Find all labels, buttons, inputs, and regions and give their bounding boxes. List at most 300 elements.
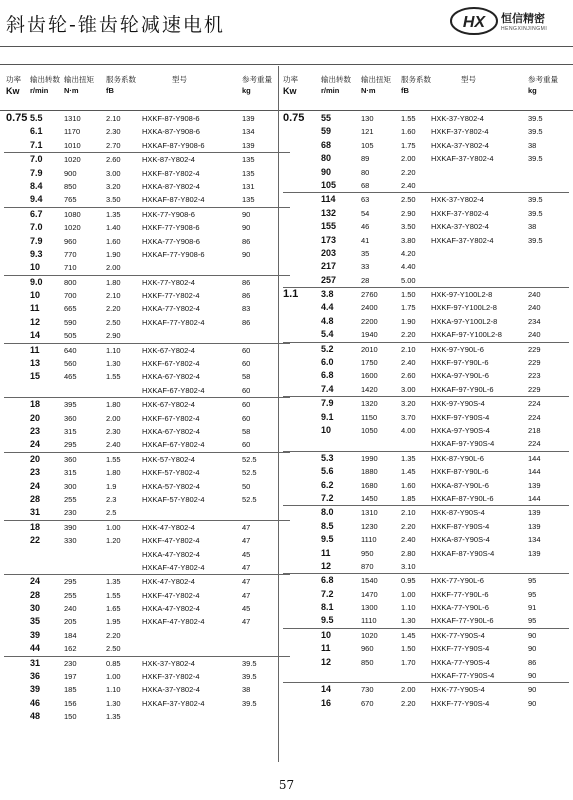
cell-torque: 850 bbox=[64, 181, 77, 191]
cell-speed: 7.2 bbox=[321, 588, 334, 599]
cell-model: HXK-77-Y90S-4 bbox=[431, 685, 485, 695]
cell-model: HXKF-47-Y802-4 bbox=[142, 536, 200, 546]
cell-fb: 1.90 bbox=[106, 249, 121, 259]
cell-speed: 23 bbox=[30, 467, 41, 478]
cell-torque: 1540 bbox=[361, 576, 378, 586]
cell-fb: 1.10 bbox=[106, 345, 121, 355]
cell-model: HXKF-47-Y802-4 bbox=[142, 590, 200, 600]
cell-model: HXK-67-Y802-4 bbox=[142, 345, 195, 355]
cell-model: HXKF-67-Y802-4 bbox=[142, 413, 200, 423]
cell-kg: 144 bbox=[528, 467, 541, 477]
cell-model: HXKAF-97-Y100L2-8 bbox=[431, 330, 502, 340]
cell-model: HXKF-37-Y802-4 bbox=[431, 127, 489, 137]
cell-speed: 48 bbox=[30, 711, 41, 722]
cell-speed: 9.3 bbox=[30, 248, 43, 259]
cell-fb: 1.35 bbox=[106, 712, 121, 722]
cell-speed: 24 bbox=[30, 576, 41, 587]
cell-speed: 114 bbox=[321, 194, 336, 205]
cell-fb: 3.20 bbox=[106, 181, 121, 191]
cell-torque: 1010 bbox=[64, 140, 81, 150]
cell-torque: 670 bbox=[361, 698, 374, 708]
cell-kg: 47 bbox=[242, 617, 251, 627]
cell-kg: 240 bbox=[528, 290, 541, 300]
cell-model: HXKA-67-Y802-4 bbox=[142, 372, 200, 382]
cell-kg: 45 bbox=[242, 549, 251, 559]
cell-speed: 10 bbox=[321, 424, 332, 435]
cell-fb: 2.40 bbox=[401, 180, 416, 190]
cell-model: HXKA-87-Y90S-4 bbox=[431, 535, 490, 545]
table-row bbox=[4, 412, 290, 425]
cell-fb: 1.50 bbox=[401, 644, 416, 654]
cell-model: HXK-37-Y802-4 bbox=[431, 195, 484, 205]
cell-model: HXKF-97-Y100L2-8 bbox=[431, 303, 497, 313]
cell-fb: 3.70 bbox=[401, 412, 416, 422]
cell-kg: 139 bbox=[242, 114, 255, 123]
cell-fb: 1.10 bbox=[401, 603, 416, 613]
cell-torque: 1600 bbox=[361, 371, 378, 381]
cell-torque: 1750 bbox=[361, 358, 378, 368]
cell-kg: 52.5 bbox=[242, 468, 257, 478]
cell-model: HXKA-87-Y90L-6 bbox=[431, 480, 489, 490]
cell-speed: 6.1 bbox=[30, 126, 43, 137]
cell-speed: 24 bbox=[30, 480, 41, 491]
cell-fb: 1.60 bbox=[106, 236, 121, 246]
cell-speed: 20 bbox=[30, 453, 41, 464]
cell-speed: 20 bbox=[30, 412, 41, 423]
cell-speed: 28 bbox=[30, 589, 41, 600]
cell-fb: 2.00 bbox=[401, 154, 416, 164]
cell-torque: 1880 bbox=[361, 467, 378, 477]
table-row bbox=[283, 112, 569, 125]
table-row bbox=[283, 451, 569, 465]
header-divider bbox=[0, 46, 573, 47]
table-row bbox=[4, 384, 290, 397]
page-title: 斜齿轮-锥齿轮减速电机 bbox=[6, 14, 225, 36]
cell-speed: 5.3 bbox=[321, 452, 334, 463]
cell-fb: 1.90 bbox=[401, 316, 416, 326]
cell-speed: 6.8 bbox=[321, 575, 334, 586]
cell-model: HXKA-77-Y802-4 bbox=[142, 304, 200, 314]
cell-torque: 770 bbox=[64, 249, 77, 259]
cell-model: HXKA-37-Y802-4 bbox=[142, 685, 200, 695]
cell-torque: 2010 bbox=[361, 344, 378, 354]
cell-fb: 1.55 bbox=[106, 454, 121, 464]
page-number: 57 bbox=[278, 778, 295, 792]
cell-fb: 1.30 bbox=[401, 616, 416, 626]
table-row bbox=[283, 465, 569, 478]
table-row bbox=[4, 397, 290, 411]
table-row bbox=[283, 342, 569, 356]
cell-speed: 105 bbox=[321, 179, 337, 190]
table-row bbox=[283, 396, 569, 410]
company-logo bbox=[449, 4, 559, 40]
cell-speed: 90 bbox=[321, 166, 332, 177]
cell-model: HXKAF-57-Y802-4 bbox=[142, 494, 205, 504]
cell-torque: 121 bbox=[361, 127, 374, 137]
cell-torque: 360 bbox=[64, 454, 77, 464]
table-row bbox=[283, 383, 569, 396]
cell-torque: 2200 bbox=[361, 316, 378, 326]
cell-power: 0.75 bbox=[6, 112, 28, 124]
cell-kg: 139 bbox=[242, 140, 255, 150]
cell-kg: 229 bbox=[528, 384, 541, 394]
cell-fb: 1.20 bbox=[106, 536, 121, 546]
table-header bbox=[283, 66, 569, 112]
cell-kg: 139 bbox=[528, 521, 541, 531]
cell-speed: 5.6 bbox=[321, 466, 334, 477]
cell-speed: 9.5 bbox=[321, 615, 334, 626]
table-row bbox=[283, 601, 569, 614]
table-row bbox=[283, 697, 569, 710]
cell-torque: 150 bbox=[64, 712, 77, 722]
cell-kg: 135 bbox=[242, 195, 255, 205]
cell-fb: 2.80 bbox=[401, 548, 416, 558]
cell-model: HXK-37-Y802-4 bbox=[142, 658, 195, 668]
cell-model: HXKA-47-Y802-4 bbox=[142, 549, 200, 559]
cell-power: 0.75 bbox=[283, 112, 305, 124]
cell-kg: 134 bbox=[528, 535, 541, 545]
cell-speed: 155 bbox=[321, 221, 337, 232]
cell-torque: 68 bbox=[361, 180, 370, 190]
cell-speed: 132 bbox=[321, 207, 337, 218]
table-row bbox=[283, 588, 569, 601]
hx-logo-icon bbox=[449, 4, 499, 38]
cell-torque: 950 bbox=[361, 548, 374, 558]
cell-model: HXK-67-Y802-4 bbox=[142, 400, 195, 410]
cell-fb: 1.60 bbox=[401, 480, 416, 490]
table-row bbox=[283, 642, 569, 655]
cell-fb: 1.80 bbox=[106, 468, 121, 478]
cell-model: HXKA-57-Y802-4 bbox=[142, 481, 200, 491]
header-kg: 参考重量 bbox=[242, 75, 272, 84]
cell-speed: 30 bbox=[30, 603, 41, 614]
cell-model: HXKF-37-Y802-4 bbox=[431, 208, 489, 218]
cell-fb: 2.90 bbox=[106, 331, 121, 341]
table-row bbox=[283, 547, 569, 560]
right-table bbox=[283, 66, 569, 710]
cell-kg: 52.5 bbox=[242, 494, 257, 504]
cell-kg: 39.5 bbox=[528, 195, 543, 205]
table-row bbox=[283, 560, 569, 573]
table-row bbox=[283, 437, 569, 450]
cell-torque: 590 bbox=[64, 317, 77, 327]
cell-kg: 47 bbox=[242, 536, 251, 546]
cell-speed: 5.5 bbox=[30, 113, 43, 123]
cell-torque: 41 bbox=[361, 235, 370, 245]
cell-speed: 6.0 bbox=[321, 357, 334, 368]
cell-speed: 6.7 bbox=[30, 208, 43, 219]
cell-speed: 6.2 bbox=[321, 479, 334, 490]
table-row bbox=[4, 438, 290, 451]
table-row bbox=[4, 506, 290, 519]
table-row bbox=[4, 139, 290, 152]
cell-model: HXKA-97-Y90L-6 bbox=[431, 371, 489, 381]
table-row bbox=[4, 574, 290, 588]
cell-torque: 900 bbox=[64, 168, 77, 178]
cell-speed: 31 bbox=[30, 657, 41, 668]
cell-fb: 2.10 bbox=[401, 344, 416, 354]
table-row bbox=[4, 670, 290, 683]
cell-model: HXKF-77-Y802-4 bbox=[142, 291, 200, 301]
cell-fb: 3.50 bbox=[401, 222, 416, 232]
cell-model: HXK-37-Y802-4 bbox=[431, 114, 484, 123]
cell-fb: 1.35 bbox=[106, 577, 121, 587]
cell-speed: 13 bbox=[30, 358, 41, 369]
cell-speed: 4.4 bbox=[321, 302, 334, 313]
cell-kg: 90 bbox=[528, 698, 537, 708]
table-row bbox=[283, 166, 569, 179]
cell-torque: 505 bbox=[64, 331, 77, 341]
table-row bbox=[4, 261, 290, 274]
cell-torque: 46 bbox=[361, 222, 370, 232]
table-row bbox=[283, 573, 569, 587]
cell-speed: 35 bbox=[30, 616, 41, 627]
header-fb-unit: fB bbox=[106, 86, 114, 95]
cell-fb: 1.60 bbox=[401, 127, 416, 137]
table-row bbox=[283, 682, 569, 696]
cell-model: HXKA-47-Y802-4 bbox=[142, 604, 200, 614]
table-row bbox=[283, 328, 569, 341]
cell-torque: 1230 bbox=[361, 521, 378, 531]
cell-kg: 47 bbox=[242, 577, 251, 587]
table-row bbox=[4, 316, 290, 329]
cell-kg: 139 bbox=[528, 508, 541, 518]
cell-kg: 134 bbox=[242, 127, 255, 137]
cell-speed: 80 bbox=[321, 153, 332, 164]
header-speed-unit: r/min bbox=[30, 86, 49, 95]
cell-model: HXKF-77-Y90L-6 bbox=[431, 589, 489, 599]
cell-torque: 35 bbox=[361, 248, 370, 258]
cell-fb: 1.55 bbox=[106, 590, 121, 600]
cell-speed: 44 bbox=[30, 643, 41, 654]
cell-speed: 8.4 bbox=[30, 180, 43, 191]
cell-kg: 39.5 bbox=[528, 235, 543, 245]
header-kg-unit: kg bbox=[242, 86, 251, 95]
page-header bbox=[0, 0, 573, 46]
cell-fb: 2.20 bbox=[401, 698, 416, 708]
cell-speed: 22 bbox=[30, 535, 41, 546]
table-row bbox=[4, 329, 290, 342]
cell-speed: 217 bbox=[321, 261, 337, 272]
cell-fb: 2.30 bbox=[106, 127, 121, 137]
cell-fb: 3.50 bbox=[106, 195, 121, 205]
header-torque: 输出扭矩 bbox=[361, 75, 391, 84]
cell-model: HXKA-87-Y908-6 bbox=[142, 127, 200, 137]
cell-speed: 24 bbox=[30, 439, 41, 450]
table-row bbox=[283, 369, 569, 382]
cell-speed: 173 bbox=[321, 234, 337, 245]
cell-model: HXKA-37-Y802-4 bbox=[431, 140, 489, 150]
table-row bbox=[4, 193, 290, 206]
cell-kg: 90 bbox=[528, 685, 537, 695]
table-row bbox=[283, 614, 569, 627]
header-speed: 输出转数 bbox=[321, 75, 351, 84]
table-row bbox=[283, 220, 569, 233]
cell-fb: 2.00 bbox=[401, 685, 416, 695]
cell-speed: 55 bbox=[321, 113, 332, 123]
cell-torque: 700 bbox=[64, 291, 77, 301]
cell-fb: 2.20 bbox=[401, 167, 416, 177]
header-fb-unit: fB bbox=[401, 86, 409, 95]
cell-speed: 9.5 bbox=[321, 534, 334, 545]
cell-fb: 2.30 bbox=[106, 426, 121, 436]
table-row bbox=[4, 152, 290, 166]
cell-torque: 1170 bbox=[64, 127, 81, 137]
cell-model: HXK-77-Y802-4 bbox=[142, 277, 195, 287]
table-row bbox=[4, 180, 290, 193]
table-row bbox=[4, 656, 290, 670]
cell-torque: 1050 bbox=[361, 425, 378, 435]
cell-kg: 144 bbox=[528, 453, 541, 463]
cell-speed: 39 bbox=[30, 629, 41, 640]
cell-fb: 2.10 bbox=[106, 114, 121, 123]
cell-speed: 7.9 bbox=[30, 235, 43, 246]
cell-fb: 1.9 bbox=[106, 481, 117, 491]
cell-fb: 2.40 bbox=[401, 535, 416, 545]
cell-speed: 68 bbox=[321, 139, 332, 150]
cell-fb: 2.10 bbox=[401, 508, 416, 518]
cell-kg: 86 bbox=[242, 236, 251, 246]
cell-fb: 1.75 bbox=[401, 303, 416, 313]
table-header bbox=[4, 66, 290, 112]
table-row bbox=[4, 452, 290, 466]
cell-kg: 240 bbox=[528, 303, 541, 313]
table-row bbox=[283, 669, 569, 682]
table-row bbox=[4, 629, 290, 642]
cell-speed: 12 bbox=[321, 560, 332, 571]
cell-model: HXKAF-87-Y90L-6 bbox=[431, 493, 494, 503]
table-row bbox=[283, 356, 569, 369]
cell-fb: 0.85 bbox=[106, 658, 121, 668]
cell-torque: 960 bbox=[64, 236, 77, 246]
cell-model: HXKAF-47-Y802-4 bbox=[142, 562, 205, 572]
cell-kg: 90 bbox=[528, 671, 537, 681]
cell-speed: 4.8 bbox=[321, 315, 334, 326]
cell-speed: 203 bbox=[321, 247, 337, 258]
cell-speed: 8.1 bbox=[321, 602, 334, 613]
cell-model: HXKA-97-Y100L2-8 bbox=[431, 316, 498, 326]
cell-fb: 1.35 bbox=[401, 453, 416, 463]
table-row bbox=[283, 492, 569, 505]
cell-kg: 90 bbox=[242, 209, 251, 219]
table-row bbox=[283, 533, 569, 546]
cell-kg: 223 bbox=[528, 371, 541, 381]
cell-fb: 1.00 bbox=[106, 522, 121, 532]
cell-fb: 1.00 bbox=[401, 589, 416, 599]
header-kg: 参考重量 bbox=[528, 75, 558, 84]
cell-model: HXKF-57-Y802-4 bbox=[142, 468, 200, 478]
header-torque-unit: N·m bbox=[64, 86, 79, 95]
table-row bbox=[4, 302, 290, 315]
cell-fb: 2.70 bbox=[106, 140, 121, 150]
cell-kg: 95 bbox=[528, 576, 537, 586]
cell-kg: 95 bbox=[528, 589, 537, 599]
cell-model: HXK-77-Y90S-4 bbox=[431, 630, 485, 640]
cell-kg: 52.5 bbox=[242, 454, 257, 464]
cell-speed: 14 bbox=[30, 330, 41, 341]
cell-torque: 465 bbox=[64, 372, 77, 382]
cell-torque: 185 bbox=[64, 685, 77, 695]
cell-model: HXKF-77-Y908-6 bbox=[142, 223, 200, 233]
table-row bbox=[283, 207, 569, 220]
cell-speed: 7.0 bbox=[30, 154, 43, 165]
table-row bbox=[283, 192, 569, 206]
cell-kg: 86 bbox=[242, 317, 251, 327]
cell-model: HXKA-87-Y802-4 bbox=[142, 181, 200, 191]
cell-model: HXKAF-77-Y908-6 bbox=[142, 249, 205, 259]
header-kg-unit: kg bbox=[528, 86, 537, 95]
cell-torque: 300 bbox=[64, 481, 77, 491]
cell-model: HXKAF-87-Y90S-4 bbox=[431, 548, 495, 558]
header-fb: 服务系数 bbox=[106, 75, 136, 84]
cell-model: HXKF-77-Y90S-4 bbox=[431, 698, 490, 708]
cell-torque: 1990 bbox=[361, 453, 378, 463]
cell-model: HXK-97-Y100L2-8 bbox=[431, 290, 493, 300]
header-speed-unit: r/min bbox=[321, 86, 340, 95]
cell-torque: 330 bbox=[64, 536, 77, 546]
table-row bbox=[4, 357, 290, 370]
cell-model: HXKAF-77-Y90S-4 bbox=[431, 671, 495, 681]
cell-kg: 45 bbox=[242, 604, 251, 614]
cell-kg: 90 bbox=[528, 644, 537, 654]
header-model: 型号 bbox=[172, 75, 187, 84]
cell-model: HXKAF-97-Y90S-4 bbox=[431, 439, 495, 449]
cell-fb: 1.95 bbox=[106, 617, 121, 627]
cell-fb: 5.00 bbox=[401, 275, 416, 285]
cell-fb: 3.10 bbox=[401, 561, 416, 571]
cell-fb: 2.20 bbox=[401, 330, 416, 340]
cell-torque: 1110 bbox=[361, 616, 377, 626]
cell-torque: 960 bbox=[361, 644, 374, 654]
cell-speed: 28 bbox=[30, 493, 41, 504]
table-row bbox=[4, 112, 290, 125]
cell-kg: 60 bbox=[242, 440, 251, 450]
cell-fb: 3.20 bbox=[401, 399, 416, 409]
table-row bbox=[4, 520, 290, 534]
cell-speed: 23 bbox=[30, 425, 41, 436]
table-row bbox=[283, 260, 569, 273]
cell-speed: 10 bbox=[30, 262, 41, 273]
cell-kg: 39.5 bbox=[242, 672, 257, 682]
header-fb: 服务系数 bbox=[401, 75, 431, 84]
header-power-unit: Kw bbox=[283, 86, 297, 96]
header-power: 功率 bbox=[6, 75, 21, 84]
table-row bbox=[283, 247, 569, 260]
cell-kg: 58 bbox=[242, 426, 251, 436]
cell-model: HXKAF-37-Y802-4 bbox=[431, 154, 494, 164]
cell-kg: 240 bbox=[528, 330, 541, 340]
cell-torque: 1110 bbox=[361, 535, 377, 545]
table-row bbox=[4, 683, 290, 696]
cell-speed: 12 bbox=[321, 656, 332, 667]
cell-kg: 83 bbox=[242, 304, 251, 314]
cell-fb: 2.60 bbox=[401, 371, 416, 381]
logo-subtitle: HENGXINJINGMI bbox=[501, 26, 548, 32]
cell-speed: 11 bbox=[321, 643, 331, 654]
cell-speed: 39 bbox=[30, 684, 41, 695]
cell-kg: 139 bbox=[528, 548, 541, 558]
cell-kg: 39.5 bbox=[528, 114, 543, 123]
table-row bbox=[4, 370, 290, 383]
table-row bbox=[283, 505, 569, 519]
cell-fb: 2.3 bbox=[106, 494, 117, 504]
cell-model: HXKA-77-Y90S-4 bbox=[431, 657, 490, 667]
cell-torque: 1310 bbox=[64, 114, 81, 123]
cell-kg: 39.5 bbox=[528, 127, 543, 137]
cell-torque: 870 bbox=[361, 561, 374, 571]
cell-fb: 1.00 bbox=[106, 672, 121, 682]
logo-name: 恒信精密 bbox=[501, 13, 545, 25]
